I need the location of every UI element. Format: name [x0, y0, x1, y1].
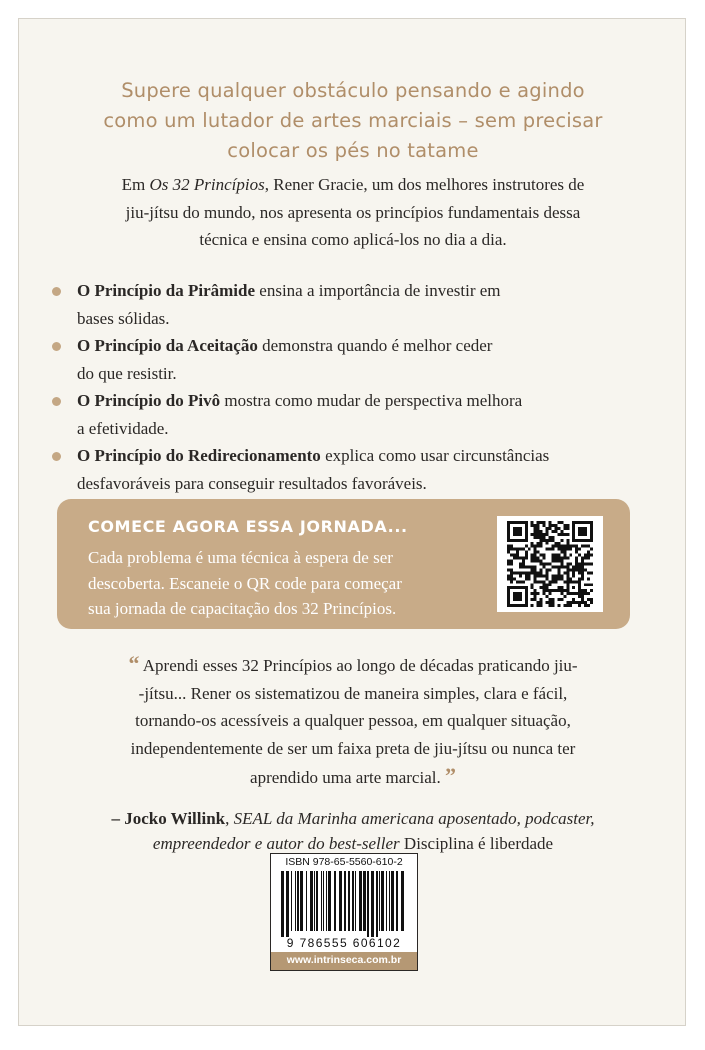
- barcode-bar: [323, 871, 324, 931]
- author-role: empreendedor e autor do best-seller: [152, 834, 400, 853]
- isbn-digits: 9 786555 606102: [286, 936, 402, 950]
- barcode-bar: [295, 871, 296, 931]
- intro-text: , Rener Gracie, um dos melhores instrutores de: [264, 175, 585, 194]
- intro-line: jiu-jítsu do mundo, nos apresenta os princípios fundamentais dessa: [125, 202, 581, 222]
- list-item: [49, 387, 669, 442]
- barcode-bar: [352, 871, 354, 931]
- publisher-site: www.intrinseca.com.br: [286, 954, 402, 966]
- barcode-bar: [328, 871, 331, 931]
- open-quote-icon: “: [128, 651, 140, 676]
- intro-line: [19, 171, 687, 199]
- barcode-bar: [391, 871, 394, 931]
- principle-text: do que resistir.: [77, 363, 177, 383]
- barcode-bar: [359, 871, 362, 931]
- quote-text: Aprendi esses 32 Princípios ao longo de décadas praticando jiu-: [142, 656, 578, 675]
- intro-line: técnica e ensina como aplicá-los no dia a dia.: [199, 230, 507, 249]
- barcode-bar: [321, 871, 322, 931]
- principle-text: ensina a importância de investir em: [255, 281, 501, 300]
- principle-text: bases sólidas.: [77, 308, 170, 328]
- barcode-bar: [310, 871, 313, 931]
- banner-line: sua jornada de capacitação dos 32 Princípios.: [88, 599, 397, 618]
- barcode-bar: [306, 871, 307, 931]
- quote-line: [19, 762, 687, 792]
- close-quote-icon: ”: [444, 763, 456, 788]
- barcode-bar: [376, 871, 378, 937]
- testimonial-quote: [19, 650, 687, 792]
- principle-text: a efetividade.: [77, 418, 169, 438]
- headline-line: colocar os pés no tatame: [227, 139, 479, 162]
- barcode-bar: [371, 871, 374, 937]
- quote-line: -jítsu... Rener os sistematizou de maneira simples, clara e fácil,: [138, 683, 568, 703]
- barcode-bar: [348, 871, 350, 931]
- principle-name: O Princípio do Pivô: [77, 391, 221, 410]
- dash: –: [111, 809, 125, 828]
- back-cover: [18, 18, 686, 1026]
- barcode-bar: [367, 871, 369, 937]
- book-title: Os 32 Princípios: [149, 175, 265, 194]
- principle-name: O Princípio da Pirâmide: [77, 281, 256, 300]
- principle-text: mostra como mudar de perspectiva melhora: [220, 391, 523, 410]
- barcode-bar: [326, 871, 327, 931]
- barcode-bar: [286, 871, 289, 937]
- bullet-dot-icon: [52, 452, 61, 461]
- barcode-bar: [401, 871, 404, 931]
- headline-line: Supere qualquer obstáculo pensando e agindo: [121, 79, 585, 102]
- barcode-bar: [314, 871, 315, 931]
- principles-list: [49, 277, 669, 497]
- principle-name: O Princípio do Redirecionamento: [77, 446, 321, 465]
- principle-text: explica como usar circunstâncias: [320, 446, 550, 465]
- qr-code-icon[interactable]: [497, 516, 603, 612]
- headline: [19, 76, 687, 166]
- barcode-bar: [389, 871, 390, 931]
- isbn-label: ISBN 978-65-5560-610-2: [285, 856, 403, 868]
- bullet-dot-icon: [52, 342, 61, 351]
- barcode-bar: [396, 871, 398, 931]
- attribution-line: [19, 806, 687, 831]
- isbn-barcode: [270, 853, 418, 971]
- banner-text: [88, 545, 402, 622]
- principle-text: demonstra quando é melhor ceder: [257, 336, 493, 355]
- barcode-bar: [381, 871, 384, 931]
- quote-line: [19, 650, 687, 680]
- list-item: [49, 332, 669, 387]
- bullet-dot-icon: [52, 287, 61, 296]
- separator: ,: [225, 809, 234, 828]
- barcode-icon: [279, 871, 409, 937]
- banner-line: descoberta. Escaneie o QR code para começar: [88, 573, 402, 593]
- quote-line: tornando-os acessíveis a qualquer pessoa, em qualquer situação,: [135, 711, 571, 730]
- bullet-dot-icon: [52, 397, 61, 406]
- barcode-bar: [316, 871, 318, 931]
- barcode-bar: [355, 871, 356, 931]
- principle-name: O Princípio da Aceitação: [77, 336, 258, 355]
- barcode-bar: [339, 871, 342, 931]
- quote-line: independentemente de ser um faixa preta de jiu-jítsu ou nunca ter: [130, 738, 576, 758]
- author-name: Jocko Willink: [124, 809, 226, 828]
- publisher-site-bar: [271, 952, 417, 970]
- principle-text: desfavoráveis para conseguir resultados favoráveis.: [77, 473, 427, 493]
- author-role: SEAL da Marinha americana aposentado, podcaster,: [233, 809, 595, 828]
- book-title: Disciplina é liberdade: [399, 834, 554, 853]
- list-item: [49, 277, 669, 332]
- barcode-bar: [297, 871, 299, 931]
- quote-text: aprendido uma arte marcial.: [250, 768, 441, 787]
- barcode-bar: [363, 871, 366, 931]
- barcode-bar: [379, 871, 380, 931]
- barcode-bar: [300, 871, 303, 931]
- barcode-bar: [281, 871, 284, 937]
- intro-text: Em: [121, 175, 150, 194]
- banner-line: Cada problema é uma técnica à espera de ser: [88, 548, 393, 567]
- quote-attribution: [19, 806, 687, 856]
- intro-paragraph: [19, 171, 687, 254]
- barcode-bar: [344, 871, 346, 931]
- barcode-bar: [334, 871, 336, 931]
- banner-title: COMECE AGORA ESSA JORNADA...: [88, 517, 408, 536]
- barcode-bar: [386, 871, 387, 931]
- list-item: [49, 442, 669, 497]
- barcode-bar: [291, 871, 292, 931]
- headline-line: como um lutador de artes marciais – sem precisar: [103, 109, 603, 132]
- cta-banner: [57, 499, 630, 629]
